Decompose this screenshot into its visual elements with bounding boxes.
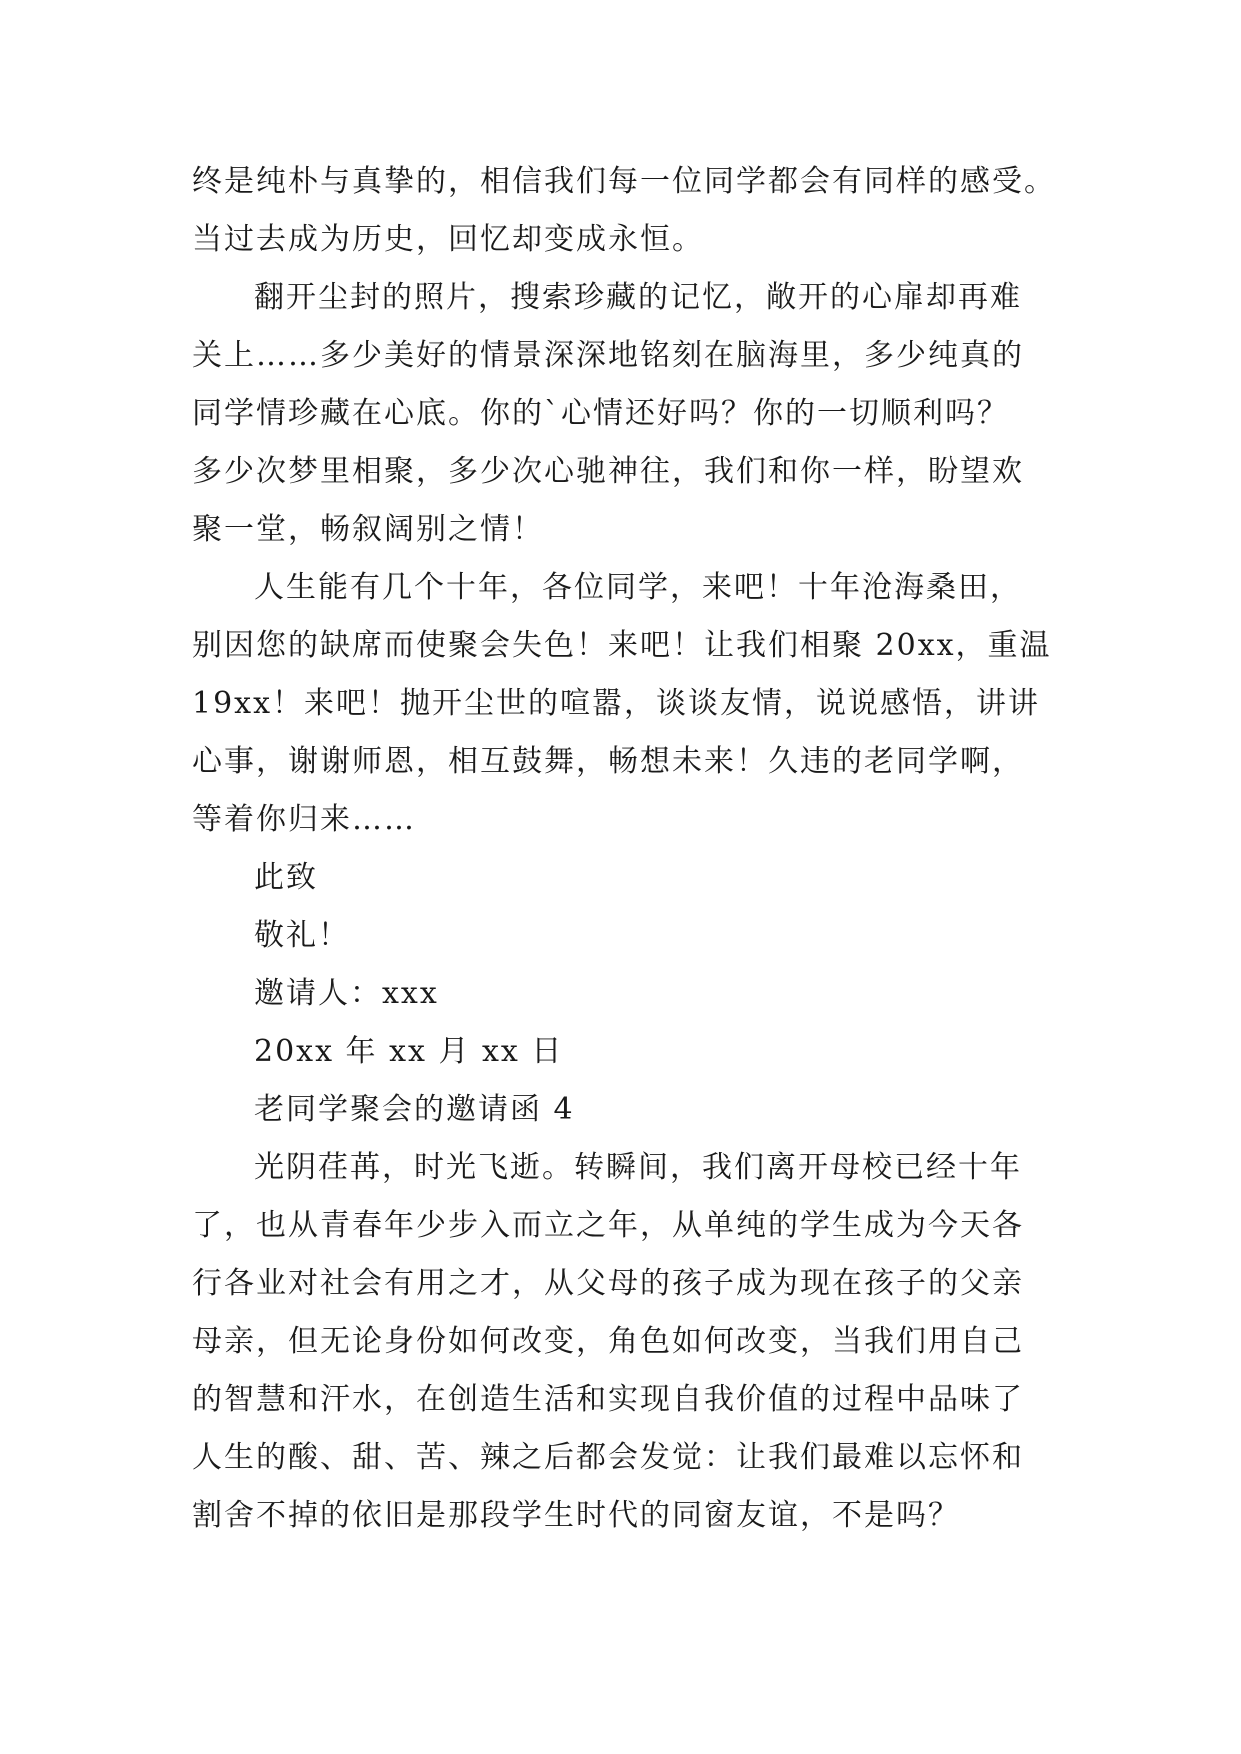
closing-salutation: 此致 [254, 860, 318, 895]
paragraph-start-line: 翻开尘封的照片，搜索珍藏的记忆，敞开的心扉却再难 [254, 280, 1022, 315]
text-line: 别因您的缺席而使聚会失色！来吧！让我们相聚 20xx，重温 [192, 628, 1052, 663]
text-line: 当过去成为历史，回忆却变成永恒。 [192, 222, 704, 257]
section-title: 老同学聚会的邀请函 4 [254, 1092, 575, 1127]
closing-regards: 敬礼！ [254, 918, 350, 953]
paragraph-start-line: 人生能有几个十年，各位同学，来吧！十年沧海桑田， [254, 570, 1022, 605]
text-line: 19xx！来吧！抛开尘世的喧嚣，谈谈友情，说说感悟，讲讲 [192, 686, 1041, 721]
text-line: 关上……多少美好的情景深深地铭刻在脑海里，多少纯真的 [192, 338, 1024, 373]
text-line: 行各业对社会有用之才，从父母的孩子成为现在孩子的父亲 [192, 1266, 1024, 1301]
text-line: 终是纯朴与真挚的，相信我们每一位同学都会有同样的感受。 [192, 164, 1056, 199]
text-line: 人生的酸、甜、苦、辣之后都会发觉：让我们最难以忘怀和 [192, 1440, 1024, 1475]
paragraph-start-line: 光阴荏苒，时光飞逝。转瞬间，我们离开母校已经十年 [254, 1150, 1022, 1185]
text-line: 聚一堂，畅叙阔别之情！ [192, 512, 544, 547]
date-line: 20xx 年 xx 月 xx 日 [254, 1034, 564, 1069]
text-line: 多少次梦里相聚，多少次心驰神往，我们和你一样，盼望欢 [192, 454, 1024, 489]
inviter-line: 邀请人：xxx [254, 976, 439, 1011]
text-line: 的智慧和汗水，在创造生活和实现自我价值的过程中品味了 [192, 1382, 1024, 1417]
text-line: 同学情珍藏在心底。你的`心情还好吗？你的一切顺利吗？ [192, 396, 1009, 431]
text-line: 心事，谢谢师恩，相互鼓舞，畅想未来！久违的老同学啊， [192, 744, 1024, 779]
text-line: 等着你归来…… [192, 802, 416, 837]
text-line: 了，也从青春年少步入而立之年，从单纯的学生成为今天各 [192, 1208, 1024, 1243]
text-line: 割舍不掉的依旧是那段学生时代的同窗友谊，不是吗？ [192, 1498, 960, 1533]
text-line: 母亲，但无论身份如何改变，角色如何改变，当我们用自己 [192, 1324, 1024, 1359]
